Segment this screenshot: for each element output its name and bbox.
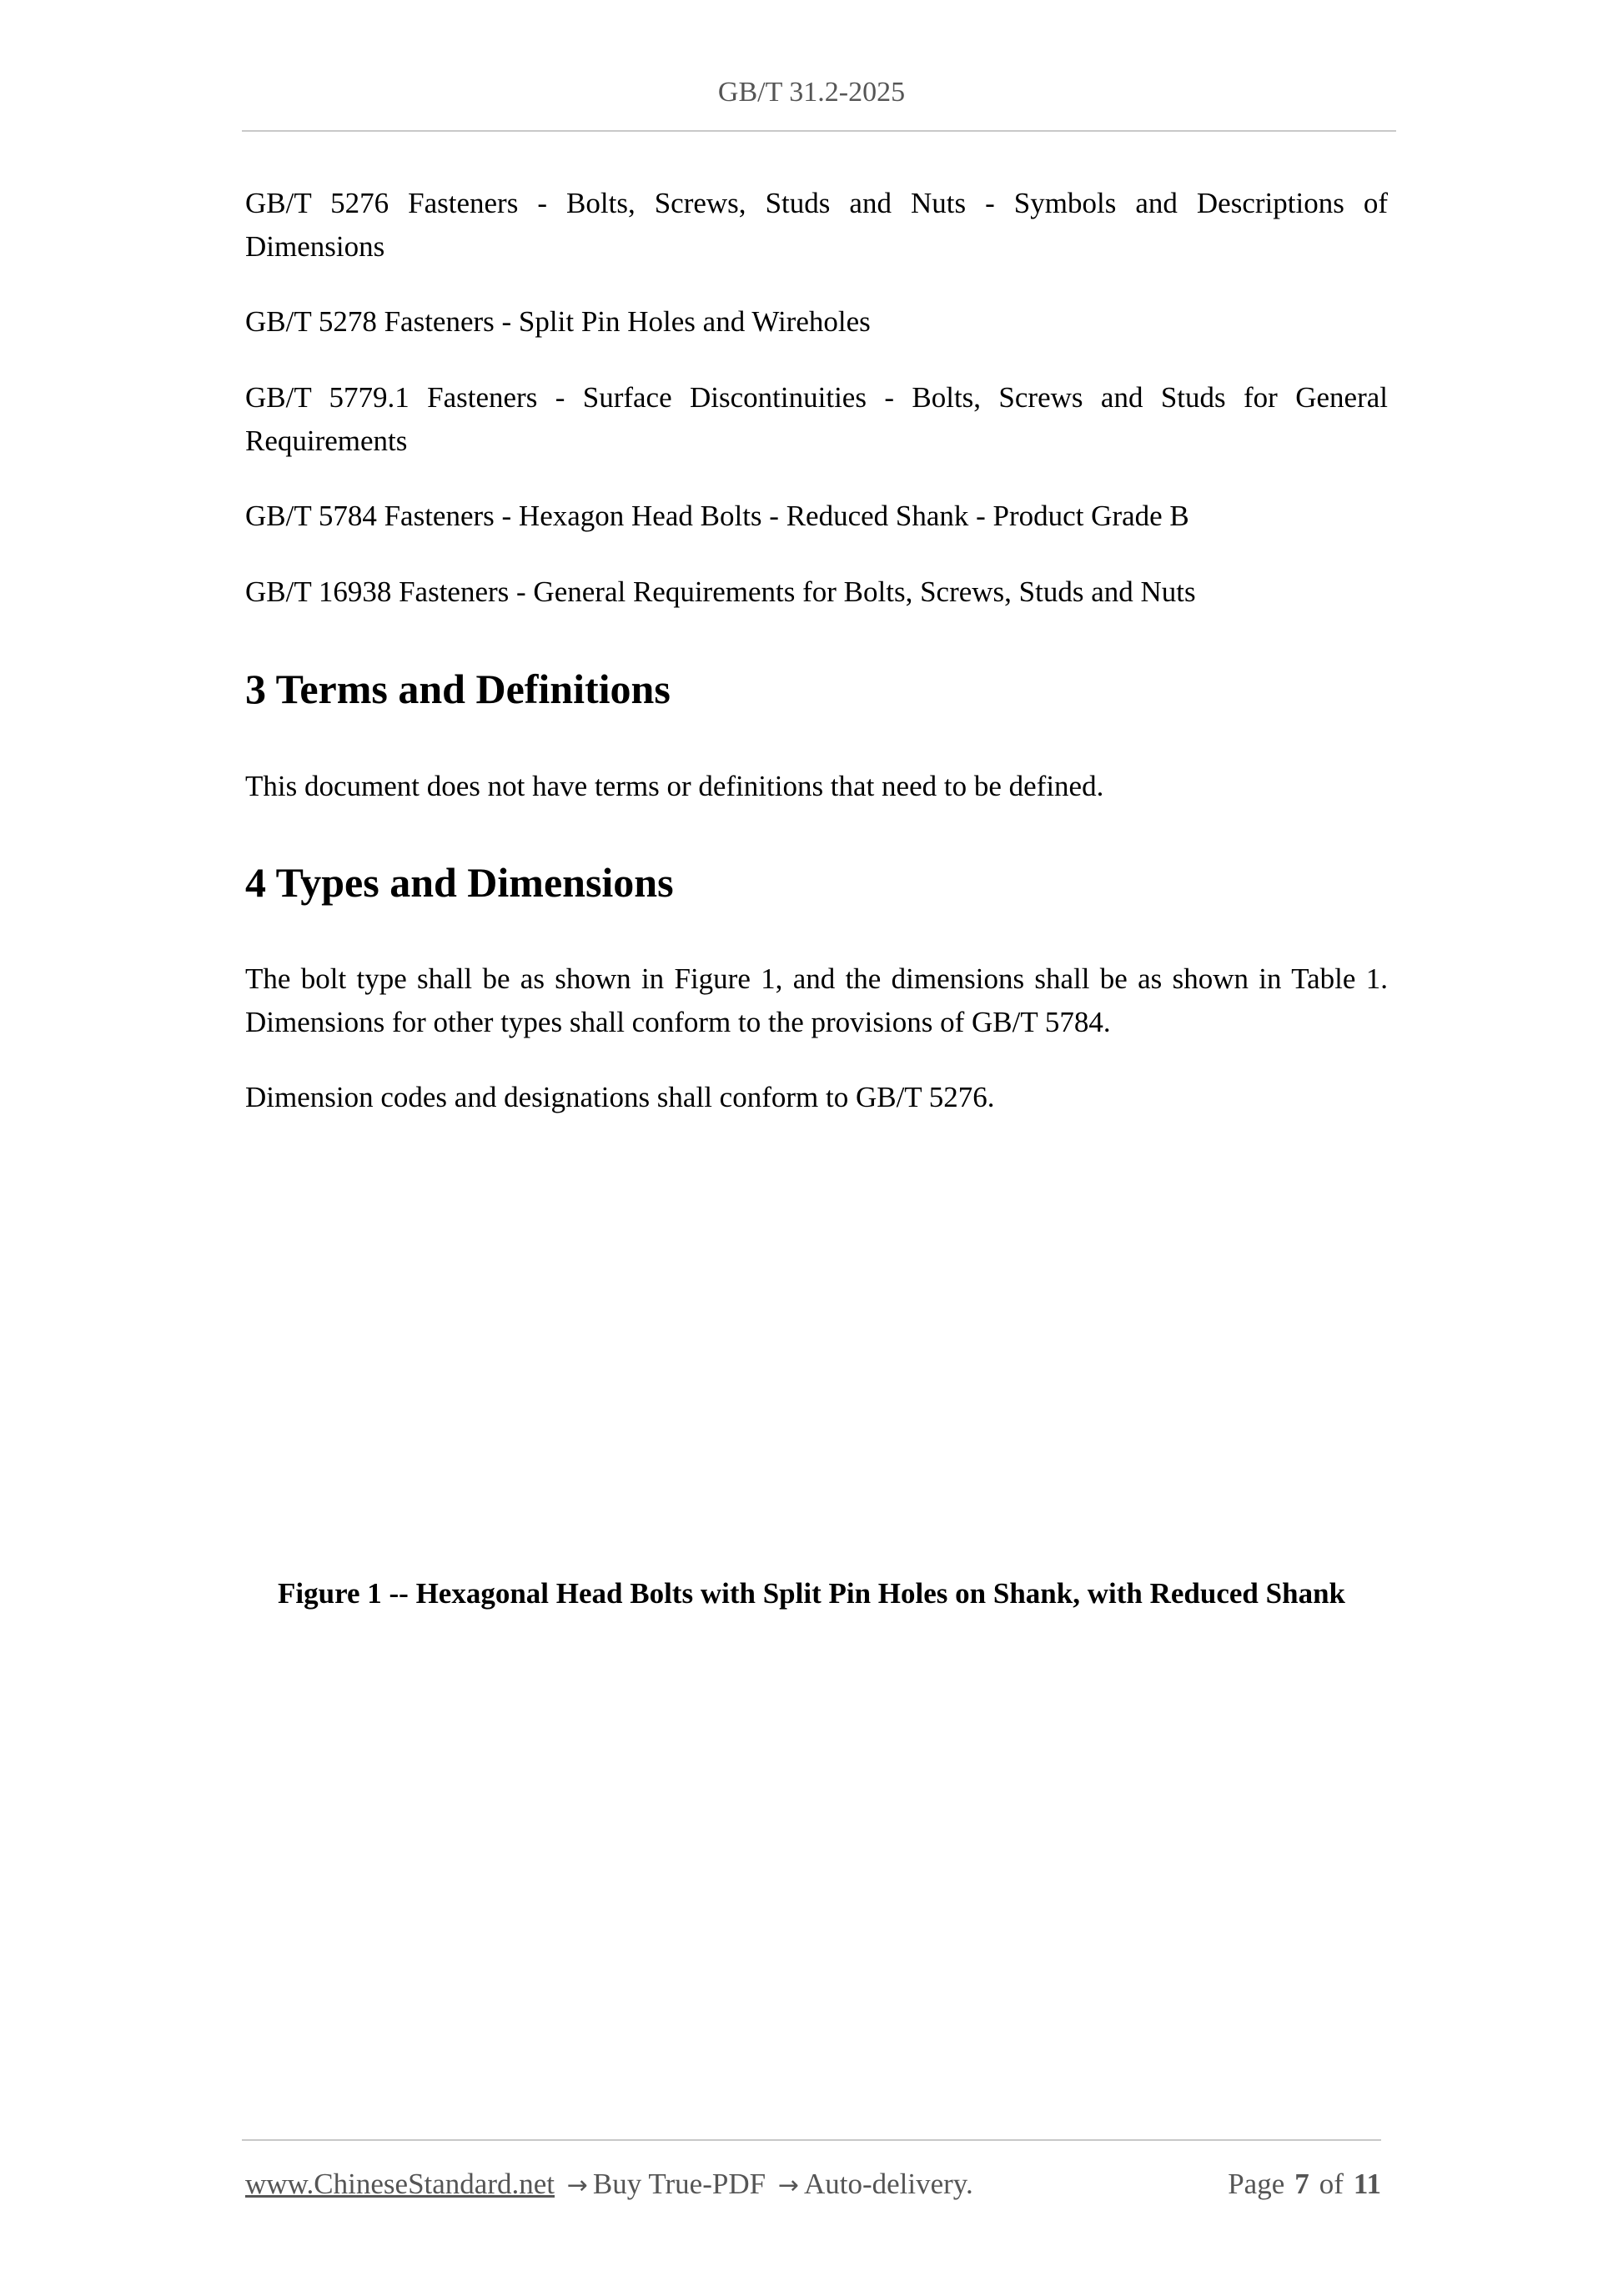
reference-text-line1: GB/T 5784 Fasteners - Hexagon Head Bolts - Reduced Shank - Product Grade B (245, 500, 1189, 532)
section-heading-types: 4 Types and Dimensions (245, 859, 674, 906)
section-heading-terms: 3 Terms and Definitions (245, 666, 671, 712)
footer-divider (242, 2139, 1381, 2141)
reference-item-gbt-5779-1-cont (245, 420, 1388, 463)
footer-promo (245, 2163, 973, 2207)
page-number: 7 (1294, 2168, 1309, 2200)
reference-item-gbt-5779-1 (245, 376, 1388, 420)
reference-item-gbt-5276 (245, 182, 1388, 225)
figure-caption: Figure 1 -- Hexagonal Head Bolts with Split Pin Holes on Shank, with Reduced Shank (278, 1577, 1345, 1610)
reference-item-gbt-5784 (245, 495, 1388, 538)
figure-1-area (245, 1143, 1388, 1560)
site-link[interactable]: www.ChineseStandard.net (245, 2168, 555, 2200)
section-paragraph-types-line1: The bolt type shall be as shown in Figure 1, and the dimensions shall be as shown in Table 1. (245, 962, 1388, 995)
reference-text-line1: GB/T 5779.1 Fasteners - Surface Discontinuities - Bolts, Screws and Studs for General (245, 381, 1388, 414)
page-indicator (1228, 2163, 1381, 2205)
reference-text-line1: GB/T 16938 Fasteners - General Requirements for Bolts, Screws, Studs and Nuts (245, 575, 1196, 608)
page-word: Page (1228, 2168, 1285, 2200)
arrow-right-icon: → (777, 2171, 799, 2200)
of-word: of (1319, 2168, 1344, 2200)
reference-item-gbt-5276-cont (245, 225, 1388, 269)
reference-item-gbt-16938 (245, 570, 1388, 614)
reference-text-line1: GB/T 5276 Fasteners - Bolts, Screws, Studs and Nuts - Symbols and Descriptions of (245, 187, 1388, 219)
footer-step-delivery: Auto-delivery. (803, 2168, 973, 2200)
section-paragraph-terms: This document does not have terms or definitions that need to be defined. (245, 770, 1104, 802)
section-paragraph-types-line2: Dimensions for other types shall conform to the provisions of GB/T 5784. (245, 1006, 1111, 1038)
header-divider (242, 130, 1396, 132)
footer-step-buy: Buy True-PDF (592, 2168, 766, 2200)
page-total: 11 (1353, 2168, 1381, 2200)
section-paragraph-dimension-codes: Dimension codes and designations shall conform to GB/T 5276. (245, 1081, 995, 1113)
reference-text-line2: Dimensions (245, 230, 385, 263)
arrow-right-icon: → (566, 2171, 588, 2200)
reference-text-line2: Requirements (245, 425, 408, 457)
reference-text-line1: GB/T 5278 Fasteners - Split Pin Holes and Wireholes (245, 305, 871, 338)
running-header: GB/T 31.2-2025 (717, 77, 906, 108)
reference-item-gbt-5278 (245, 300, 1388, 344)
